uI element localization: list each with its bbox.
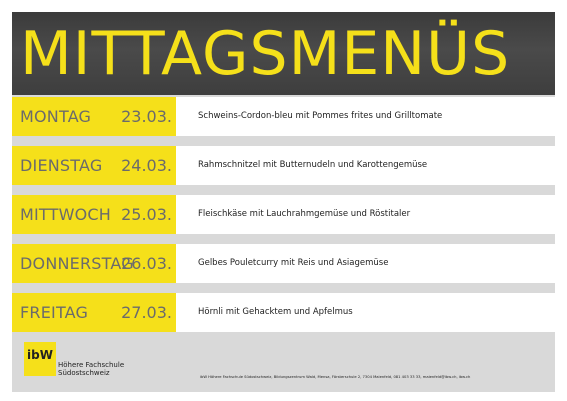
logo-mark-text: ibW [27,348,53,362]
meal-cell [176,244,555,283]
header-banner [12,12,555,95]
menu-row-thursday [12,244,555,283]
logo-line-2: Südostschweiz [58,369,110,377]
menu-row-monday [12,97,555,136]
day-date: 23.03. [121,107,172,126]
ibw-logo [24,342,56,376]
logo-wordmark [58,361,124,377]
meal-cell [176,97,555,136]
menu-row-tuesday [12,146,555,185]
meal-description: Hörnli mit Gehacktem und Apfelmus [198,307,353,317]
day-name: FREITAG [20,303,89,322]
footer [12,333,555,392]
meal-cell [176,146,555,185]
menu-row-friday [12,293,555,332]
day-name: DONNERSTAG [20,254,134,273]
day-cell [12,146,176,185]
meal-description: Gelbes Pouletcurry mit Reis und Asiagemüse [198,258,389,268]
meal-cell [176,293,555,332]
day-name: DIENSTAG [20,156,103,175]
menu-row-wednesday [12,195,555,234]
meal-description: Fleischkäse mit Lauchrahmgemüse und Röstitaler [198,209,411,219]
menu-poster [12,12,555,392]
day-date: 26.03. [121,254,172,273]
footer-address: ibW Höhere Fachschule Südostschweiz, Bildungszentrum Wald, Mensa, Försterschule 2, 7304 Maienfeld, 081 403 33 33, maienfeld@ibw.ch, ibw.ch [200,375,471,379]
ibw-logo-icon [24,342,56,376]
page-title: MITTAGSMENÜS [20,19,511,89]
meal-description: Rahmschnitzel mit Butternudeln und Karottengemüse [198,160,428,170]
day-cell [12,244,176,283]
day-name: MITTWOCH [20,205,112,224]
day-name: MONTAG [20,107,92,126]
day-cell [12,195,176,234]
meal-description: Schweins-Cordon-bleu mit Pommes frites und Grilltomate [198,111,443,121]
day-cell [12,97,176,136]
meal-cell [176,195,555,234]
day-cell [12,293,176,332]
day-date: 25.03. [121,205,172,224]
logo-line-1: Höhere Fachschule [58,361,125,369]
day-date: 24.03. [121,156,172,175]
day-date: 27.03. [121,303,172,322]
